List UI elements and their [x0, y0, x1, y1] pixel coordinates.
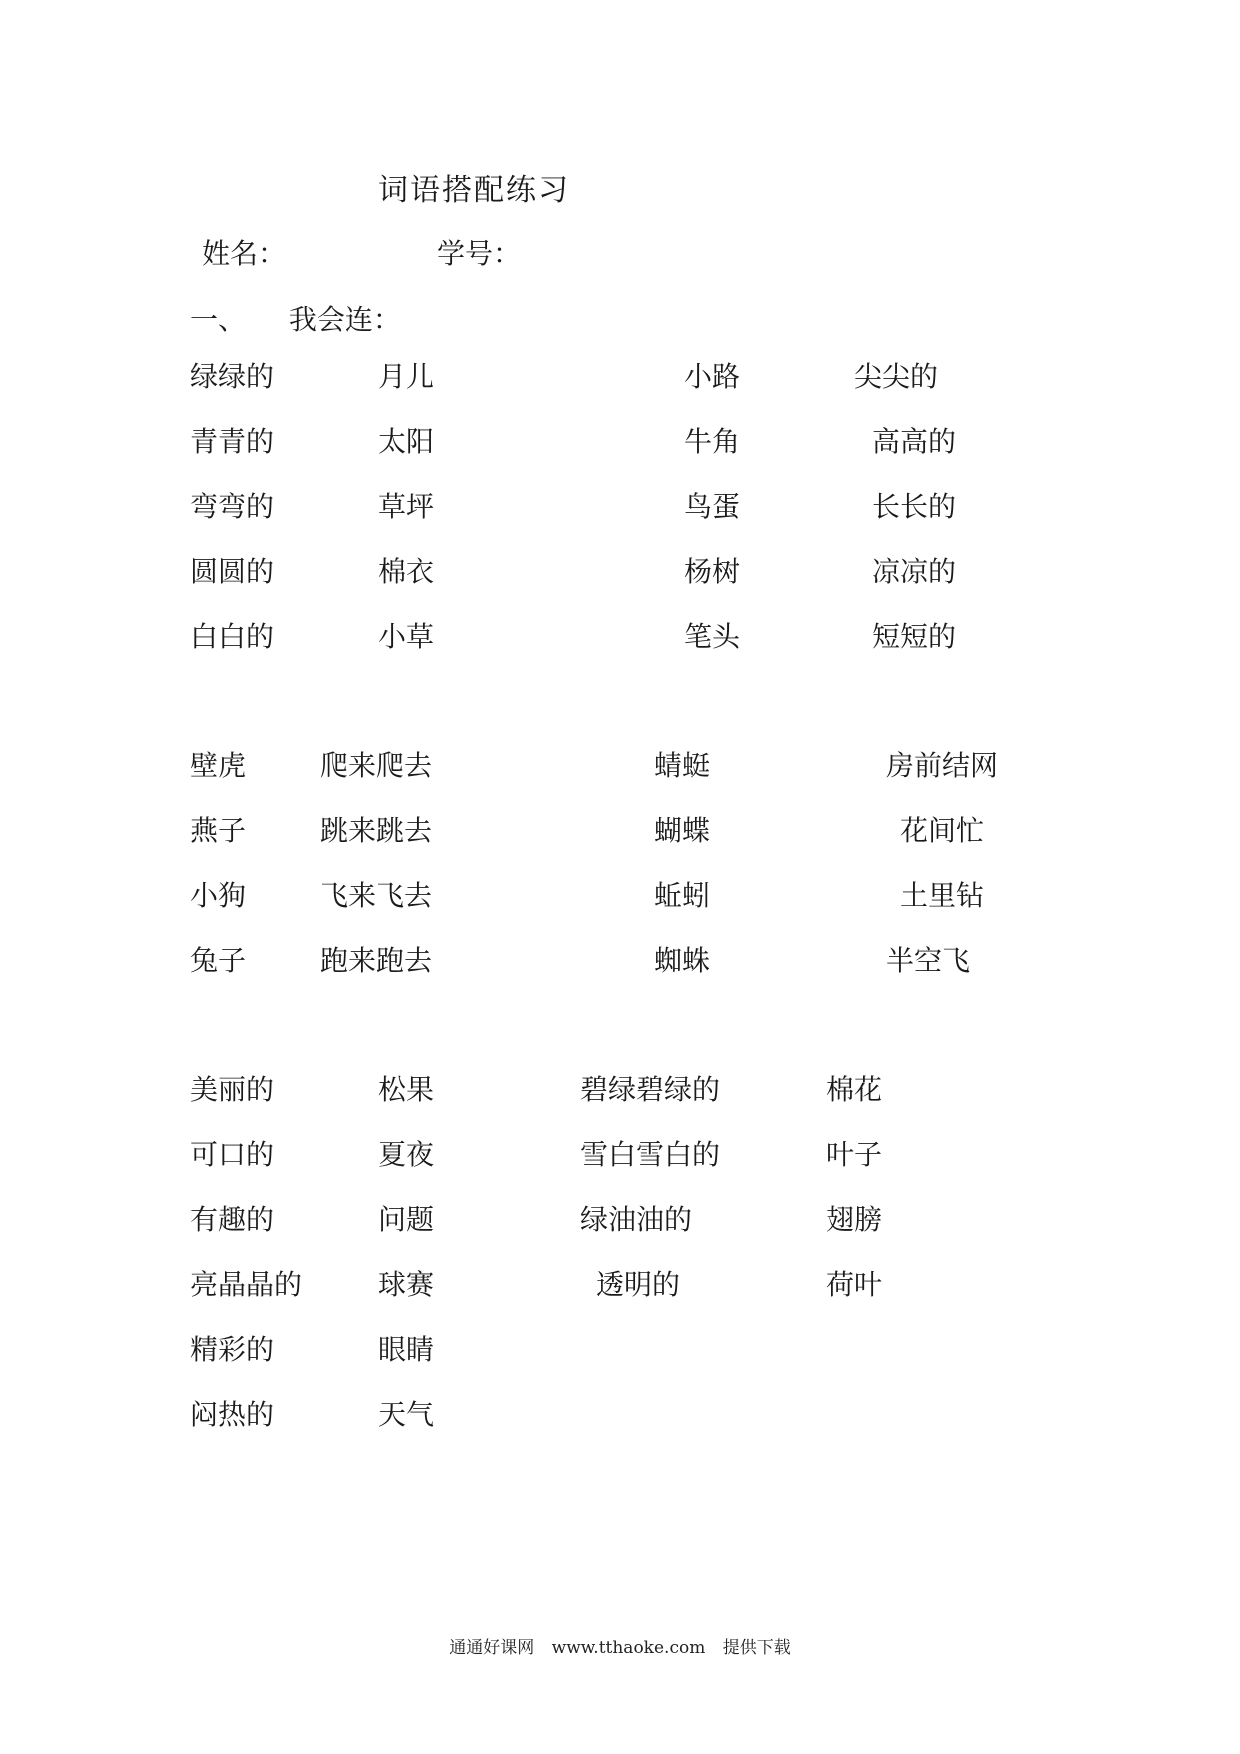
word-item: 太阳 [378, 425, 435, 458]
word-item: 蝴蝶 [654, 814, 711, 847]
word-item: 球赛 [378, 1268, 435, 1301]
word-item: 鸟蛋 [684, 490, 741, 523]
word-item: 长长的 [872, 490, 957, 523]
word-item: 问题 [378, 1203, 435, 1236]
footer-suffix: 提供下载 [722, 1638, 791, 1658]
word-item: 草坪 [378, 490, 435, 523]
word-item: 天气 [378, 1398, 435, 1431]
word-item: 土里钻 [900, 879, 985, 912]
word-item: 小狗 [190, 879, 247, 912]
word-item: 眼睛 [378, 1333, 435, 1366]
word-item: 短短的 [872, 620, 957, 653]
word-item: 燕子 [190, 814, 247, 847]
word-item: 杨树 [684, 555, 741, 588]
word-item: 跳来跳去 [320, 814, 433, 847]
word-item: 爬来爬去 [320, 749, 433, 782]
word-item: 亮晶晶的 [190, 1268, 303, 1301]
word-item: 棉衣 [378, 555, 435, 588]
word-item: 蜻蜓 [654, 749, 711, 782]
word-item: 弯弯的 [190, 490, 275, 523]
student-id-label: 学号： [437, 237, 522, 270]
word-item: 兔子 [190, 944, 247, 977]
footer-site-name: 通通好课网 [449, 1638, 535, 1658]
word-item: 凉凉的 [872, 555, 957, 588]
footer-url: www.tthaoke.com [551, 1638, 706, 1658]
word-item: 牛角 [684, 425, 741, 458]
word-item: 雪白雪白的 [580, 1138, 721, 1171]
word-item: 小草 [378, 620, 435, 653]
word-item: 松果 [378, 1073, 435, 1106]
word-item: 月儿 [378, 360, 435, 393]
word-item: 笔头 [684, 620, 741, 653]
word-item: 夏夜 [378, 1138, 435, 1171]
word-item: 蚯蚓 [654, 879, 711, 912]
page-title: 词语搭配练习 [378, 173, 570, 208]
word-item: 荷叶 [826, 1268, 883, 1301]
word-item: 翅膀 [826, 1203, 883, 1236]
word-item: 花间忙 [900, 814, 985, 847]
word-item: 尖尖的 [854, 360, 939, 393]
word-item: 圆圆的 [190, 555, 275, 588]
word-item: 闷热的 [190, 1398, 275, 1431]
word-item: 青青的 [190, 425, 275, 458]
section-title: 我会连： [288, 303, 401, 336]
word-item: 精彩的 [190, 1333, 275, 1366]
word-item: 可口的 [190, 1138, 275, 1171]
word-item: 透明的 [596, 1268, 681, 1301]
section-heading [190, 298, 401, 338]
word-item: 飞来飞去 [320, 879, 433, 912]
word-item: 壁虎 [190, 749, 247, 782]
word-item: 绿绿的 [190, 360, 275, 393]
name-label: 姓名： [202, 237, 287, 270]
word-item: 跑来跑去 [320, 944, 433, 977]
word-item: 小路 [684, 360, 741, 393]
word-item: 白白的 [190, 620, 275, 653]
word-item: 有趣的 [190, 1203, 275, 1236]
word-item: 房前结网 [886, 749, 999, 782]
word-item: 美丽的 [190, 1073, 275, 1106]
word-item: 高高的 [872, 425, 957, 458]
section-number: 一、 [190, 303, 247, 336]
word-item: 半空飞 [886, 944, 971, 977]
word-item: 蜘蛛 [654, 944, 711, 977]
word-item: 绿油油的 [580, 1203, 693, 1236]
word-item: 棉花 [826, 1073, 883, 1106]
word-item: 叶子 [826, 1138, 883, 1171]
page-footer [0, 1633, 1240, 1658]
word-item: 碧绿碧绿的 [580, 1073, 721, 1106]
